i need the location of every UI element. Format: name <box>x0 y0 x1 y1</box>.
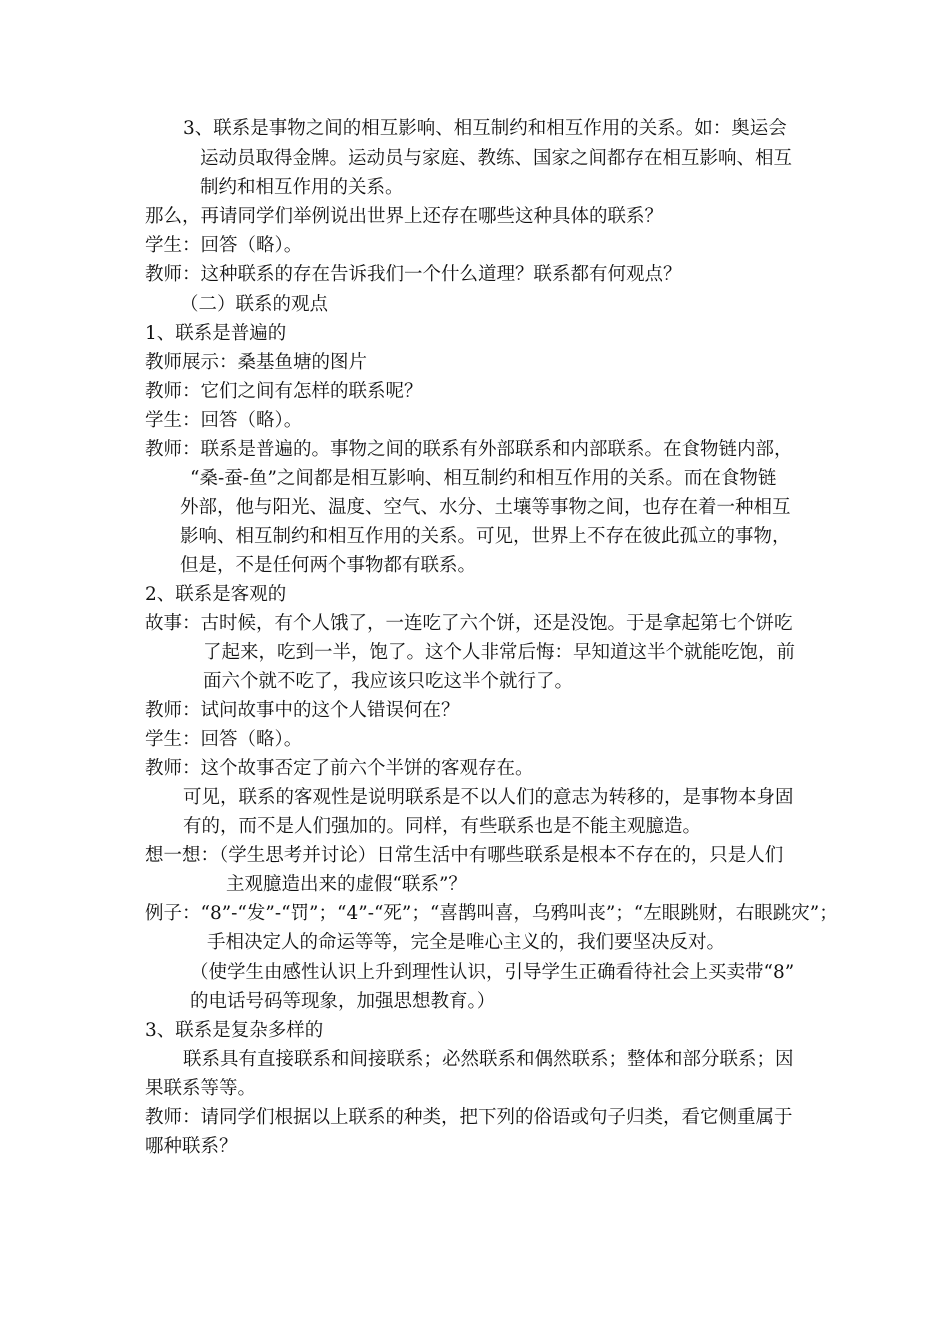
text-line: 外部，他与阳光、温度、空气、水分、土壤等事物之间，也存在着一种相互 <box>180 497 791 518</box>
text-line: （使学生由感性认识上升到理性认识，引导学生正确看待社会上买卖带“8” <box>190 962 795 983</box>
text-line: 但是，不是任何两个事物都有联系。 <box>180 555 477 576</box>
text-line: 哪种联系？ <box>145 1136 238 1157</box>
text-line: 教师：联系是普遍的。事物之间的联系有外部联系和内部联系。在食物链内部， <box>145 439 793 460</box>
text-line: 了起来，吃到一半，饱了。这个人非常后悔：早知道这半个就能吃饱，前 <box>203 642 796 663</box>
text-line: 故事：古时候，有个人饿了，一连吃了六个饼，还是没饱。于是拿起第七个饼吃 <box>145 613 793 634</box>
text-line: 手相决定人的命运等等，完全是唯心主义的，我们要坚决反对。 <box>207 932 726 953</box>
text-line: 有的，而不是人们强加的。同样，有些联系也是不能主观臆造。 <box>183 816 702 837</box>
text-line: 教师：试问故事中的这个人错误何在？ <box>145 700 460 721</box>
section-heading: 2、联系是客观的 <box>145 584 287 605</box>
text-line: 教师：请同学们根据以上联系的种类，把下列的俗语或句子归类，看它侧重属于 <box>145 1107 793 1128</box>
text-line: 教师：它们之间有怎样的联系呢？ <box>145 381 423 402</box>
text-line: 例子：“8”-“发”-“罚”；“4”-“死”；“喜鹊叫喜，乌鸦叫丧”；“左眼跳财，右眼跳灾”； <box>145 903 838 924</box>
text-line: 影响、相互制约和相互作用的关系。可见，世界上不存在彼此孤立的事物， <box>180 526 791 547</box>
text-line: 可见，联系的客观性是说明联系是不以人们的意志为转移的，是事物本身固 <box>183 787 794 808</box>
text-line: 想一想：（学生思考并讨论）日常生活中有哪些联系是根本不存在的，只是人们 <box>145 845 784 866</box>
text-line: 制约和相互作用的关系。 <box>200 177 404 198</box>
text-line: 运动员取得金牌。运动员与家庭、教练、国家之间都存在相互影响、相互 <box>200 148 793 169</box>
section-heading: 3、联系是复杂多样的 <box>145 1020 324 1041</box>
section-heading: 1、联系是普遍的 <box>145 323 287 344</box>
text-line: 学生：回答（略）。 <box>145 729 303 750</box>
section-heading: （二）联系的观点 <box>180 294 329 315</box>
text-line: 教师：这个故事否定了前六个半饼的客观存在。 <box>145 758 534 779</box>
text-line: 果联系等等。 <box>145 1078 257 1099</box>
text-line: 3、联系是事物之间的相互影响、相互制约和相互作用的关系。如：奥运会 <box>183 118 787 139</box>
text-line: 联系具有直接联系和间接联系；必然联系和偶然联系；整体和部分联系；因 <box>183 1049 794 1070</box>
text-line: 面六个就不吃了，我应该只吃这半个就行了。 <box>203 671 574 692</box>
text-line: 教师：这种联系的存在告诉我们一个什么道理？联系都有何观点？ <box>145 264 682 285</box>
text-line: 学生：回答（略）。 <box>145 235 303 256</box>
text-line: 那么，再请同学们举例说出世界上还存在哪些这种具体的联系？ <box>145 206 664 227</box>
text-line: “桑-蚕-鱼”之间都是相互影响、相互制约和相互作用的关系。而在食物链 <box>190 468 777 489</box>
text-line: 的电话号码等现象，加强思想教育。） <box>190 991 496 1012</box>
text-line: 学生：回答（略）。 <box>145 410 303 431</box>
text-line: 主观臆造出来的虚假“联系”？ <box>226 874 467 895</box>
text-line: 教师展示：桑基鱼塘的图片 <box>145 352 368 373</box>
